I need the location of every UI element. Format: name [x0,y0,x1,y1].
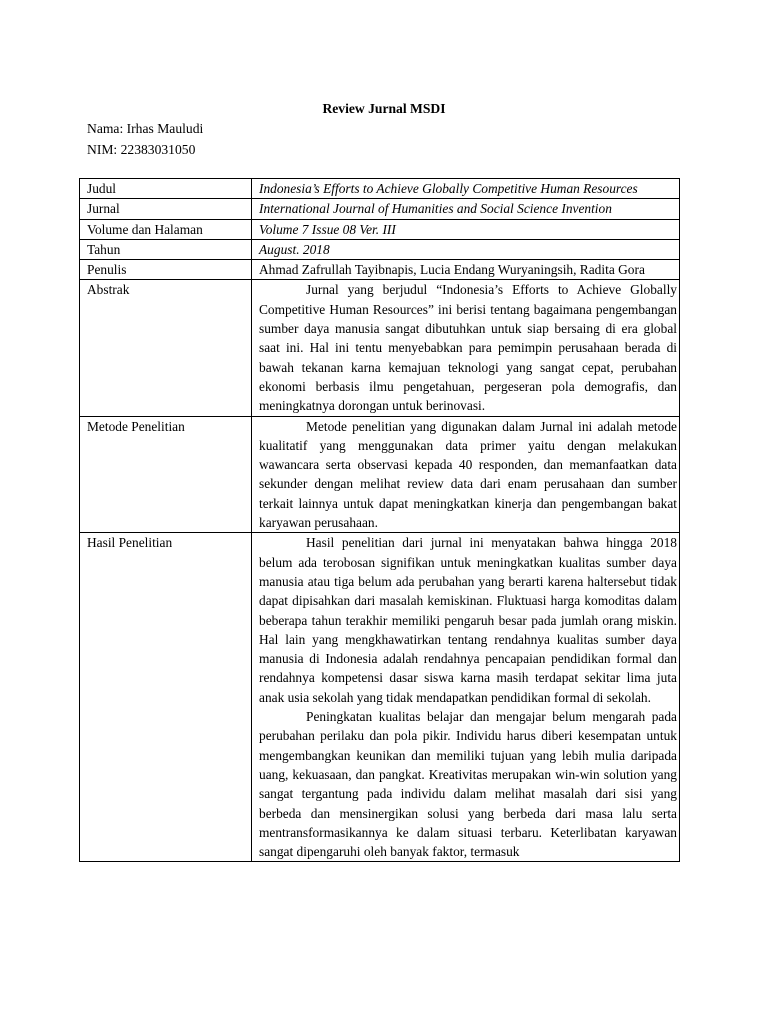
row-value-judul: Indonesia’s Efforts to Achieve Globally Competitive Human Resources [252,179,680,199]
row-label-volume: Volume dan Halaman [80,219,252,239]
student-name: Nama: Irhas Mauludi [87,121,204,136]
table-row [80,260,680,280]
row-label-penulis: Penulis [80,260,252,280]
method-paragraph: Metode penelitian yang digunakan dalam Jurnal ini adalah metode kualitatif yang menggunakan data primer yaitu dengan melakukan wawancara serta observasi kepada 40 responden, dan memanfaatkan data sekunder dengan melihat review data dari enam perusahaan dan sumber terkait lainnya untuk dapat meningkatkan kinerja dan pengembangan bakat karyawan perusahaan. [259,418,677,531]
row-value-volume: Volume 7 Issue 08 Ver. III [252,219,680,239]
row-value-metode [252,416,680,533]
row-label-judul: Judul [80,179,252,199]
results-paragraph-1: Hasil penelitian dari jurnal ini menyatakan bahwa hingga 2018 belum ada terobosan signifikan untuk meningkatkan kualitas sumber daya manusia atau tiga belum ada perubahan yang berarti karena haltersebut tidak dapat dipisahkan dari masalah kemiskinan. Fluktuasi harga komoditas dalam beberapa tahun terakhir memiliki pengaruh besar pada jumlah orang miskin. Hal lain yang mengkhawatirkan tentang rendahnya kualitas sumber daya manusia di Indonesia adalah rendahnya pencapaian pendidikan formal dan rendahnya kompetensi dasar siswa karna masih terdapat sekitar lima juta anak usia sekolah yang tidak mendapatkan pendidikan formal di sekolah. [259,535,677,705]
results-paragraph-2: Peningkatan kualitas belajar dan mengajar belum mengarah pada perubahan perilaku dan pola pikir. Individu harus diberi kesempatan untuk mengembangkan keunikan dan memiliki tujuan yang lebih mulia daripada uang, kekuasaan, dan pangkat. Kreativitas merupakan win-win solution yang sangat tergantung pada individu dalam melihat masalah dari sisi yang berbeda dan mensinergikan solusi yang berbeda dari masa lalu serta mentransformasikannya ke dalam situasi terbaru. Keterlibatan karyawan sangat dipengaruhi oleh banyak faktor, termasuk [259,709,677,860]
row-value-jurnal: International Journal of Humanities and Social Science Invention [252,199,680,219]
row-label-jurnal: Jurnal [80,199,252,219]
table-row [80,199,680,219]
table-row [80,239,680,259]
table-row [80,179,680,199]
review-table [79,178,680,862]
row-label-tahun: Tahun [80,239,252,259]
row-label-hasil: Hasil Penelitian [80,533,252,862]
row-value-tahun: August. 2018 [252,239,680,259]
row-label-metode: Metode Penelitian [80,416,252,533]
table-row [80,416,680,533]
row-value-abstrak [252,280,680,416]
table-row [80,219,680,239]
row-label-abstrak: Abstrak [80,280,252,416]
student-nim: NIM: 22383031050 [87,142,196,157]
table-row [80,533,680,862]
row-value-hasil [252,533,680,862]
abstract-paragraph: Jurnal yang berjudul “Indonesia’s Efforts to Achieve Globally Competitive Human Resources” ini berisi tentang bagaimana pengembangan sumber daya manusia sangat dibutuhkan untuk siap bersaing di era global saat ini. Hal ini tentu menyebabkan para pemimpin perusahaan berada di bawah tekanan karna kemajuan teknologi yang sangat cepat, perubahan ekonomi berbasis ilmu pengetahuan, pergeseran pola demografis, dan meningkatnya dorongan untuk berinovasi. [259,282,677,414]
row-value-penulis: Ahmad Zafrullah Tayibnapis, Lucia Endang Wuryaningsih, Radita Gora [252,260,680,280]
table-row [80,280,680,416]
page-title: Review Jurnal MSDI [322,101,446,116]
